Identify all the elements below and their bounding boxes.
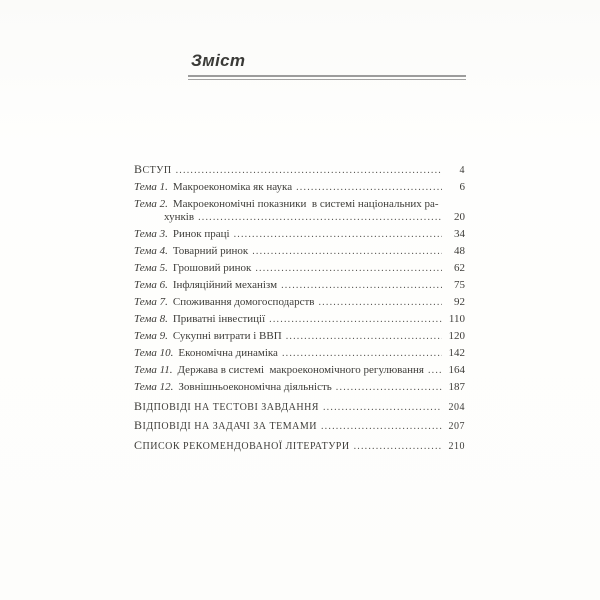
dot-leader-icon bbox=[428, 364, 442, 377]
dot-leader-icon bbox=[252, 245, 442, 258]
toc-entry-title: Споживання домогосподарств bbox=[172, 296, 315, 308]
toc-entry bbox=[134, 279, 465, 292]
toc-entry bbox=[134, 211, 465, 224]
toc-entry-title: Макроекономічні показники в системі національних ра- bbox=[172, 198, 439, 210]
toc-entry-number: Тема 1. bbox=[134, 181, 168, 193]
toc-entry-title: ВСТУП bbox=[134, 162, 172, 176]
toc-entry-page: 187 bbox=[448, 381, 465, 393]
toc-entry-title: Інфляційний механізм bbox=[172, 279, 278, 291]
dot-leader-icon bbox=[323, 401, 442, 414]
toc-entry-number: Тема 12. bbox=[134, 381, 174, 393]
toc-entry bbox=[134, 245, 465, 258]
toc-entry-title: хунків bbox=[164, 211, 195, 223]
toc-entry-number: Тема 5. bbox=[134, 262, 168, 274]
toc-entry-page: 6 bbox=[459, 181, 465, 193]
toc-entry-title: Сукупні витрати і ВВП bbox=[172, 330, 282, 342]
toc-entry-page: 92 bbox=[454, 296, 465, 308]
toc-entry-page: 142 bbox=[448, 347, 465, 359]
toc-entry-title: ВІДПОВІДІ НА ТЕСТОВІ ЗАВДАННЯ bbox=[134, 398, 319, 413]
toc-entry-title: ВІДПОВІДІ НА ЗАДАЧІ ЗА ТЕМАМИ bbox=[134, 418, 317, 432]
dot-leader-icon bbox=[281, 279, 442, 292]
toc-entry bbox=[134, 228, 465, 241]
toc-entry-number: Тема 4. bbox=[134, 245, 168, 257]
toc-entry-number: Тема 10. bbox=[134, 347, 174, 359]
toc-entry bbox=[134, 296, 465, 309]
toc-entry-title: Товарний ринок bbox=[172, 245, 249, 257]
toc-entry-number: Тема 9. bbox=[134, 330, 168, 342]
toc-entry-number: Тема 6. bbox=[134, 279, 168, 291]
toc-entry bbox=[134, 163, 465, 177]
dot-leader-icon bbox=[296, 181, 442, 194]
page-title: Зміст bbox=[191, 51, 246, 70]
toc-entry bbox=[134, 439, 465, 453]
dot-leader-icon bbox=[354, 440, 442, 453]
toc-entry-title: Приватні інвестиції bbox=[172, 313, 266, 325]
dot-leader-icon bbox=[255, 262, 442, 275]
toc-entry-title: Ринок праці bbox=[172, 228, 230, 240]
toc-entry-title: СПИСОК РЕКОМЕНДОВАНОЇ ЛІТЕРАТУРИ bbox=[134, 437, 350, 452]
dot-leader-icon bbox=[234, 228, 442, 241]
toc-entry bbox=[134, 347, 465, 360]
toc-entry bbox=[134, 330, 465, 343]
dot-leader-icon bbox=[321, 420, 442, 433]
dot-leader-icon bbox=[176, 164, 442, 177]
toc-entry-number: Тема 8. bbox=[134, 313, 168, 325]
dot-leader-icon bbox=[282, 347, 442, 360]
toc-entry-page: 110 bbox=[448, 313, 465, 325]
toc-entry bbox=[134, 313, 465, 326]
dot-leader-icon bbox=[336, 381, 442, 394]
toc-entry bbox=[134, 400, 465, 414]
toc-entry-page: 207 bbox=[448, 421, 465, 432]
toc-entry-title: Зовнішньоекономічна діяльність bbox=[178, 381, 332, 393]
toc-entry-page: 210 bbox=[448, 440, 465, 452]
toc-entry-page: 204 bbox=[448, 401, 465, 413]
toc-entry-title: Грошовий ринок bbox=[172, 262, 252, 274]
toc-entry-page: 120 bbox=[448, 330, 465, 342]
toc-entry-page: 34 bbox=[454, 228, 465, 240]
toc-entry bbox=[134, 198, 465, 211]
toc-list bbox=[134, 163, 465, 457]
toc-entry-title: Економічна динаміка bbox=[178, 347, 278, 359]
toc-entry-number: Тема 11. bbox=[134, 364, 173, 376]
toc-entry bbox=[134, 419, 465, 433]
dot-leader-icon bbox=[286, 330, 442, 343]
toc-entry-number: Тема 2. bbox=[134, 198, 168, 210]
toc-entry-title: Макроекономіка як наука bbox=[172, 181, 293, 193]
toc-entry bbox=[134, 262, 465, 275]
toc-entry bbox=[134, 364, 465, 377]
toc-entry-page: 4 bbox=[459, 165, 465, 176]
toc-entry-page: 75 bbox=[454, 279, 465, 291]
toc-entry-number: Тема 7. bbox=[134, 296, 168, 308]
toc-entry-page: 48 bbox=[454, 245, 465, 257]
dot-leader-icon bbox=[318, 296, 442, 309]
dot-leader-icon bbox=[198, 211, 442, 224]
toc-entry-page: 164 bbox=[448, 364, 465, 376]
toc-entry-page: 20 bbox=[454, 211, 465, 223]
toc-entry-number: Тема 3. bbox=[134, 228, 168, 240]
toc-entry bbox=[134, 181, 465, 194]
toc-entry-page: 62 bbox=[454, 262, 465, 274]
title-double-rule bbox=[188, 75, 466, 80]
dot-leader-icon bbox=[269, 313, 442, 326]
toc-entry bbox=[134, 381, 465, 394]
toc-entry-title: Держава в системі макроекономічного регулювання bbox=[177, 364, 424, 376]
